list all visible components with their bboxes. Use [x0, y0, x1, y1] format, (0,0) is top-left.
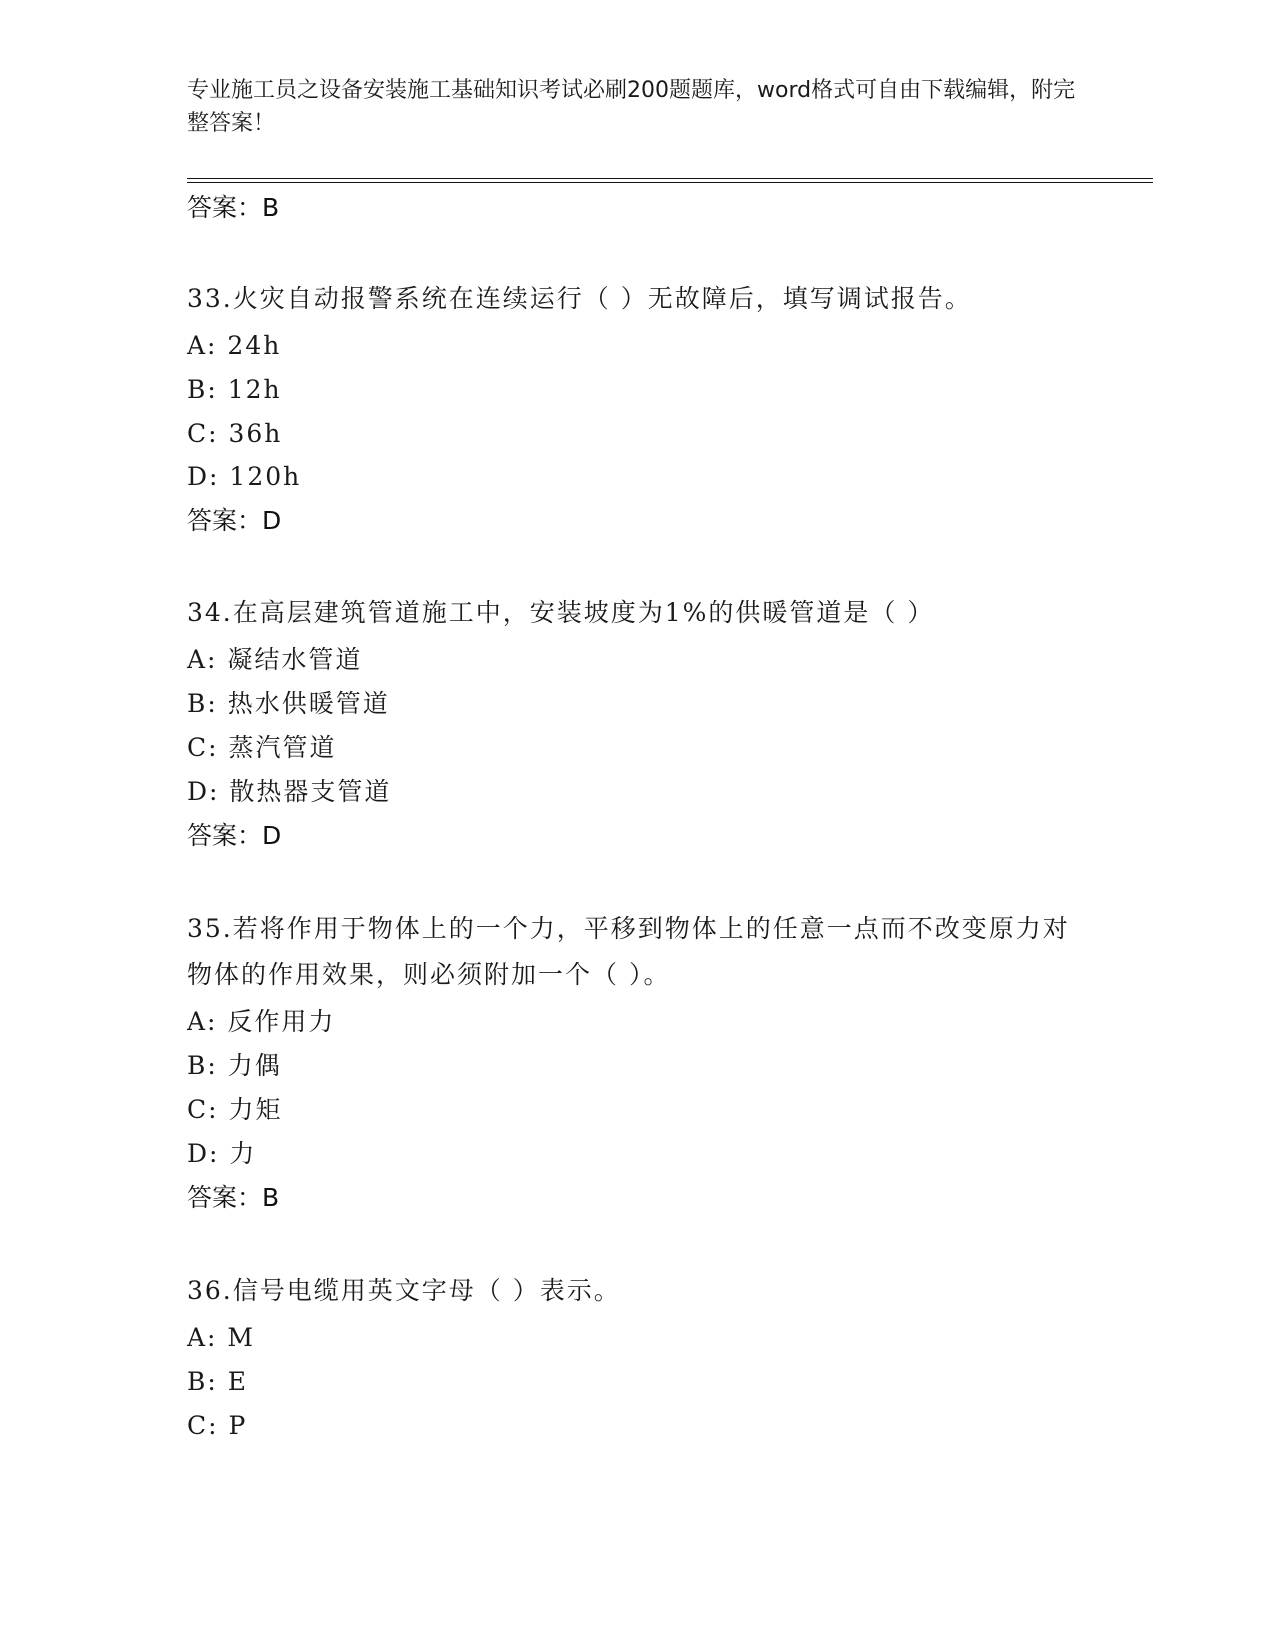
- document-header: 专业施工员之设备安装施工基础知识考试必刷200题题库，word格式可自由下载编辑，附完整答案！: [187, 78, 1076, 136]
- question-34-option-d: D: 散热器支管道: [187, 777, 392, 806]
- question-33-option-c: C: 36h: [187, 419, 283, 448]
- answer-33: 答案：D: [187, 506, 282, 535]
- question-35-option-c: C: 力矩: [187, 1095, 283, 1124]
- question-36-option-a: A: M: [187, 1323, 256, 1352]
- answer-35: 答案：B: [187, 1183, 280, 1212]
- question-35: 35.若将作用于物体上的一个力，平移到物体上的任意一点而不改变原力对物体的作用效果，则必须附加一个（ ）。: [187, 914, 1070, 989]
- question-36: 36.信号电缆用英文字母（ ）表示。: [187, 1276, 621, 1305]
- question-35-option-d: D: 力: [187, 1139, 257, 1168]
- question-34-option-a: A: 凝结水管道: [187, 645, 363, 674]
- answer-32: 答案：B: [187, 193, 280, 222]
- question-35-option-b: B: 力偶: [187, 1051, 282, 1080]
- question-36-option-b: B: E: [187, 1367, 248, 1396]
- question-33: 33.火灾自动报警系统在连续运行（ ）无故障后，填写调试报告。: [187, 284, 972, 313]
- question-33-option-a: A: 24h: [187, 331, 282, 360]
- question-33-option-b: B: 12h: [187, 375, 282, 404]
- answer-34: 答案：D: [187, 821, 282, 850]
- header-rule-bottom: [187, 182, 1153, 183]
- question-36-option-c: C: P: [187, 1411, 248, 1440]
- header-rule-top: [187, 178, 1153, 179]
- question-35-option-a: A: 反作用力: [187, 1007, 336, 1036]
- question-34-option-c: C: 蒸汽管道: [187, 733, 337, 762]
- question-34-option-b: B: 热水供暖管道: [187, 689, 390, 718]
- question-34: 34.在高层建筑管道施工中，安装坡度为1%的供暖管道是（ ）: [187, 598, 935, 627]
- question-33-option-d: D: 120h: [187, 462, 302, 491]
